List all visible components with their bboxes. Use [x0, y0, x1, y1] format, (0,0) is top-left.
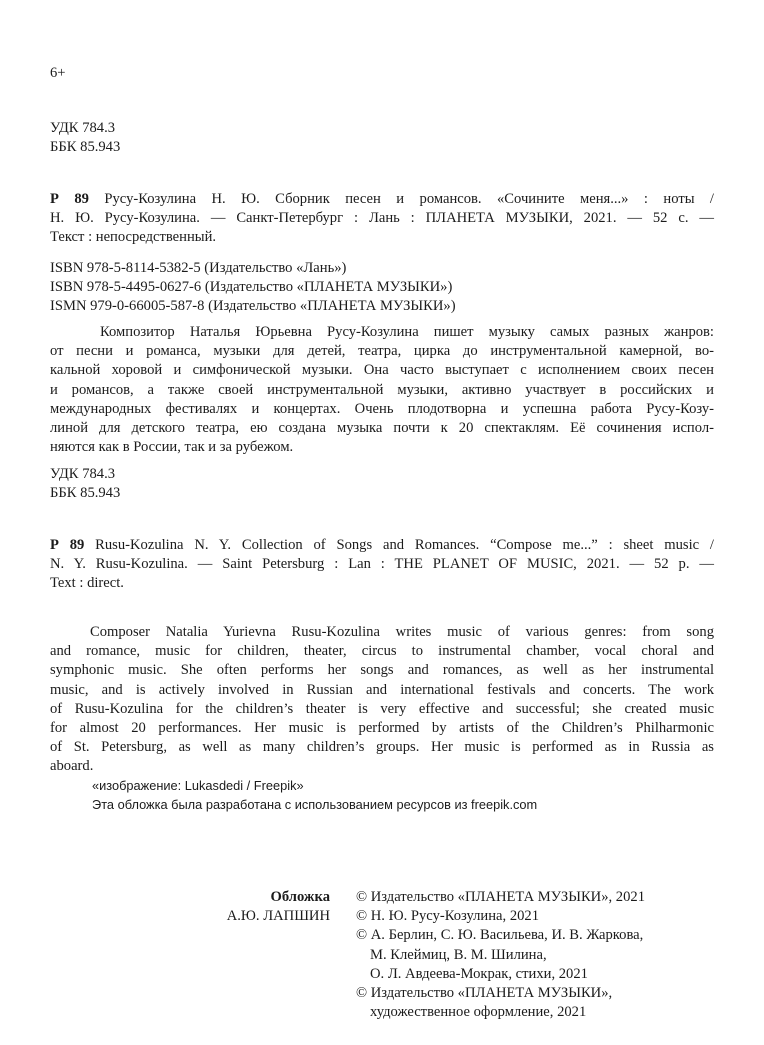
annotation-line: линой для детского театра, ею создана музыка почти к 20 спектаклям. Её сочинения испол-	[50, 420, 714, 437]
classification-en	[50, 465, 714, 503]
bibliographic-record-ru	[50, 190, 714, 248]
cover-label: Обложка	[270, 889, 330, 905]
image-credit: «изображение: Lukasdedi / Freepik»	[92, 778, 304, 793]
isbn-lan: ISBN 978-5-8114-5382-5 (Издательство «Лань»)	[50, 260, 347, 276]
freepik-note: Эта обложка была разработана с использованием ресурсов из freepik.com	[92, 797, 538, 813]
copyright-block	[356, 888, 686, 1022]
annotation-line: symphonic music. She often performs her songs and romances, as well as her instrumental	[50, 662, 714, 679]
annotation-line: от песни и романса, музыки для детей, театра, цирка до инструментальной камерной, во-	[50, 343, 714, 360]
annotation-ru	[50, 323, 714, 457]
copyright-line: М. Клеймиц, В. М. Шилина,	[370, 946, 547, 963]
annotation-line: няются как в России, так и за рубежом.	[50, 439, 294, 456]
annotation-line: for almost 20 performances. Her music is performed by artists of the Children’s Philharmonic	[50, 720, 714, 737]
annotation-line: of St. Petersburg, as well as many children’s groups. Her music is performed as in Russia as	[50, 739, 714, 756]
annotation-en	[50, 623, 714, 777]
annotation-line: and romance, music for children, theater, circus to instrumental chamber, vocal choral and	[50, 643, 714, 660]
biblio-line-2: Н. Ю. Русу-Козулина. — Санкт-Петербург : Лань : ПЛАНЕТА МУЗЫКИ, 2021. — 52 с. —	[50, 210, 714, 227]
bbk-code: ББК 85.943	[50, 139, 121, 156]
biblio-line-3: Текст : непосредственный.	[50, 229, 217, 246]
copyright-line: © Издательство «ПЛАНЕТА МУЗЫКИ»,	[356, 985, 613, 1002]
annotation-line: Composer Natalia Yurievna Rusu-Kozulina writes music of various genres: from song	[90, 624, 714, 640]
isbn-list	[50, 259, 714, 317]
cover-author: А.Ю. ЛАПШИН	[226, 908, 330, 925]
copyright-line: © А. Берлин, С. Ю. Васильева, И. В. Жаркова,	[356, 927, 644, 944]
copyright-line: © Издательство «ПЛАНЕТА МУЗЫКИ», 2021	[356, 889, 645, 905]
isbn-planeta: ISBN 978-5-4495-0627-6 (Издательство «ПЛАНЕТА МУЗЫКИ»)	[50, 279, 453, 296]
annotation-line: международных фестивалях и концертах. Очень плодотворна и успешна работа Русу-Козу-	[50, 400, 714, 417]
annotation-line: и романсов, а также своей инструментальной музыки, активно участвует в российских и	[50, 381, 714, 398]
biblio-line-1	[50, 190, 714, 209]
biblio-line-3: Text : direct.	[50, 575, 124, 592]
copyright-line: О. Л. Авдеева-Мокрак, стихи, 2021	[370, 965, 588, 982]
annotation-line: music, and is actively involved in Russian and international festivals and concerts. The work	[50, 681, 714, 698]
annotation-line: кальной хоровой и симфонической музыки. Она часто выступает с исполнением своих песен	[50, 362, 714, 379]
age-rating: 6+	[50, 65, 66, 81]
annotation-line: aboard.	[50, 758, 94, 775]
biblio-code: Р 89	[50, 191, 89, 207]
copyright-line: © Н. Ю. Русу-Козулина, 2021	[356, 908, 540, 925]
ismn-planeta: ISMN 979-0-66005-587-8 (Издательство «ПЛАНЕТА МУЗЫКИ»)	[50, 298, 456, 315]
image-credits	[92, 776, 692, 814]
udk-code: УДК 784.3	[50, 466, 116, 482]
bbk-code: ББК 85.943	[50, 485, 121, 502]
copyright-line: художественное оформление, 2021	[370, 1004, 587, 1021]
annotation-line: Композитор Наталья Юрьевна Русу-Козулина пишет музыку самых разных жанров:	[100, 324, 714, 340]
biblio-line-2: N. Y. Rusu-Kozulina. — Saint Petersburg : Lan : THE PLANET OF MUSIC, 2021. — 52 p. —	[50, 556, 714, 573]
biblio-text: Русу-Козулина Н. Ю. Сборник песен и романсов. «Сочините меня...» : ноты /	[104, 191, 714, 207]
udk-code: УДК 784.3	[50, 120, 116, 136]
annotation-line: of Rusu-Kozulina for the children’s theater is very effective and successful; she created music	[50, 700, 714, 717]
biblio-line-1	[50, 536, 714, 555]
biblio-text: Rusu-Kozulina N. Y. Collection of Songs and Romances. “Compose me...” : sheet music /	[95, 537, 714, 553]
classification-ru	[50, 119, 714, 157]
biblio-code: Р 89	[50, 537, 85, 553]
cover-credit	[220, 888, 330, 926]
bibliographic-record-en	[50, 536, 714, 594]
